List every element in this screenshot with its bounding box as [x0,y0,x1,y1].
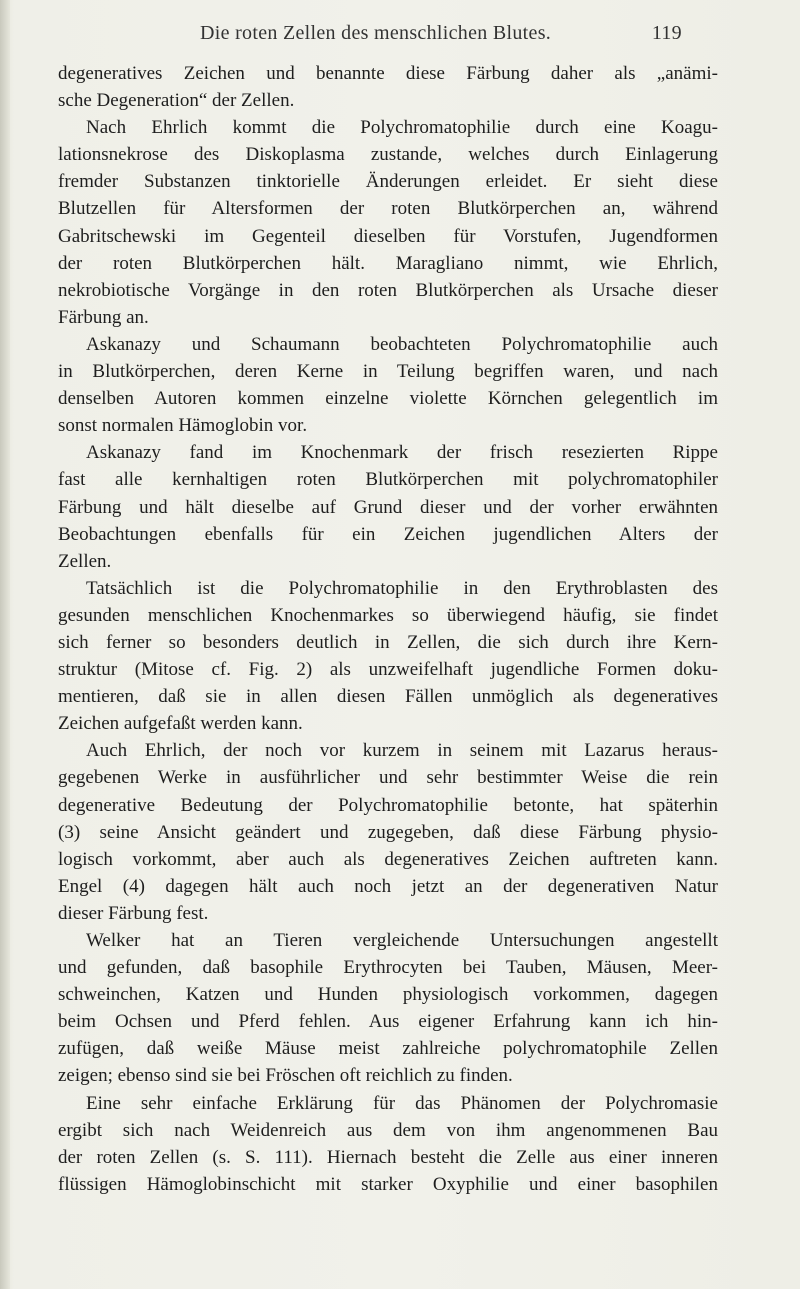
page-number: 119 [651,22,682,44]
text-line: fast alle kernhaltigen roten Blutkörperchen mit polychromatophiler [58,469,718,491]
text-line: nekrobiotische Vorgänge in den roten Blutkörperchen als Ursache dieser [58,279,718,301]
text-line: schweinchen, Katzen und Hunden physiologisch vorkommen, dagegen [58,984,718,1006]
page-binding-edge [0,0,10,1289]
text-line: gegebenen Werke in ausführlicher und sehr bestimmter Weise die rein [58,767,718,789]
text-line: beim Ochsen und Pferd fehlen. Aus eigener Erfahrung kann ich hin- [58,1011,718,1033]
text-line: degeneratives Zeichen und benannte diese Färbung daher als „anämi- [58,63,718,84]
body-text [58,60,718,1198]
text-line: in Blutkörperchen, deren Kerne in Teilung begriffen waren, und nach [58,361,718,383]
text-line: Welker hat an Tieren vergleichende Untersuchungen angestellt [86,930,718,951]
text-line: ergibt sich nach Weidenreich aus dem von ihm angenommenen Bau [58,1119,718,1141]
running-header [200,22,700,48]
text-line: gesunden menschlichen Knochenmarkes so überwiegend häufig, sie findet [58,604,718,626]
running-title: Die roten Zellen des menschlichen Blutes. [200,22,552,44]
text-line: Nach Ehrlich kommt die Polychromatophilie durch eine Koagu- [86,117,718,139]
text-line: Blutzellen für Altersformen der roten Blutkörperchen an, während [58,198,718,220]
text-line: Engel (4) dagegen hält auch noch jetzt an der degenerativen Natur [58,875,718,897]
text-line: Askanazy fand im Knochenmark der frisch resezierten Rippe [86,442,718,464]
text-line: Auch Ehrlich, der noch vor kurzem in seinem mit Lazarus heraus- [86,740,718,762]
text-line: lationsnekrose des Diskoplasma zustande, welches durch Einlagerung [58,144,718,166]
text-line: und gefunden, daß basophile Erythrocyten bei Tauben, Mäusen, Meer- [58,957,718,979]
text-line: Tatsächlich ist die Polychromatophilie in den Erythroblasten des [86,577,718,599]
text-line: Askanazy und Schaumann beobachteten Polychromatophilie auch [86,333,718,355]
text-line: Zeichen aufgefaßt werden kann. [58,713,303,735]
text-line: flüssigen Hämoglobinschicht mit starker Oxyphilie und einer basophilen [58,1173,718,1195]
text-line: Färbung an. [58,306,149,328]
text-line: dieser Färbung fest. [58,902,209,924]
text-line: zufügen, daß weiße Mäuse meist zahlreiche polychromatophile Zellen [58,1038,718,1060]
text-line: sche Degeneration“ der Zellen. [58,90,295,112]
text-line: Beobachtungen ebenfalls für ein Zeichen jugendlichen Alters der [58,523,718,545]
text-line: struktur (Mitose cf. Fig. 2) als unzweifelhaft jugendliche Formen doku- [58,659,718,681]
text-line: Gabritschewski im Gegenteil dieselben für Vorstufen, Jugendformen [58,225,718,247]
text-line: logisch vorkommt, aber auch als degeneratives Zeichen auftreten kann. [58,848,718,870]
text-line: degenerative Bedeutung der Polychromatophilie betonte, hat späterhin [58,794,718,816]
text-line: mentieren, daß sie in allen diesen Fällen unmöglich als degeneratives [58,686,718,708]
text-line: zeigen; ebenso sind sie bei Fröschen oft reichlich zu finden. [58,1065,513,1087]
text-line: sich ferner so besonders deutlich in Zellen, die sich durch ihre Kern- [58,631,718,653]
text-line: Zellen. [58,550,112,572]
text-line: sonst normalen Hämoglobin vor. [58,415,308,437]
text-line: der roten Zellen (s. S. 111). Hiernach besteht die Zelle aus einer inneren [58,1146,718,1168]
text-line: fremder Substanzen tinktorielle Änderungen erleidet. Er sieht diese [58,171,718,193]
text-line: Färbung und hält dieselbe auf Grund dieser und der vorher erwähnten [58,496,718,518]
text-line: Eine sehr einfache Erklärung für das Phänomen der Polychromasie [86,1092,718,1114]
text-line: (3) seine Ansicht geändert und zugegeben, daß diese Färbung physio- [58,821,718,843]
text-line: denselben Autoren kommen einzelne violette Körnchen gelegentlich im [58,388,718,410]
text-line: der roten Blutkörperchen hält. Maragliano nimmt, wie Ehrlich, [58,252,718,274]
